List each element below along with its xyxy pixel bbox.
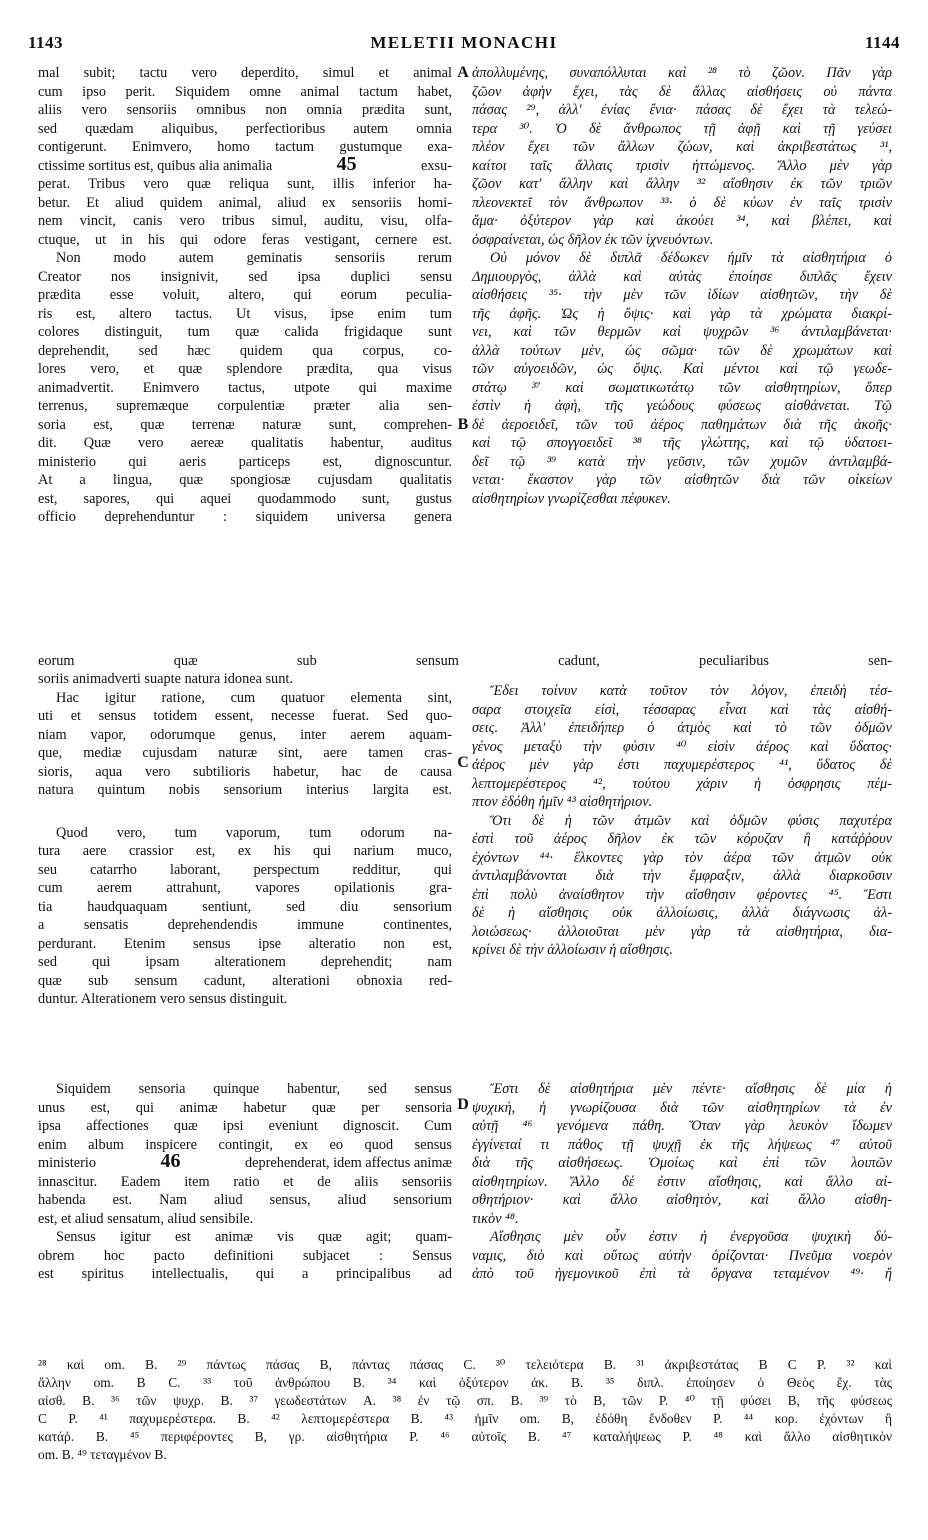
greek-line: ναμις, διὸ καὶ οὕτως αὐτὴν ὁρίζονται· Πνεῦμα νοερὸν	[472, 1247, 892, 1264]
greek-line: ἐχόντων ⁴⁴· ἕλκοντες γὰρ τὸν ἀέρα τῶν ἀτμῶν οὐκ	[472, 849, 892, 866]
latin-line: sed qui ipsam alterationem deprehendit; nam	[38, 954, 452, 970]
latin-line: est, et aliud sensatum, aliud sensibile.	[38, 1210, 254, 1227]
greek-line: καίτοι ταῖς ἄλλαις τρισὶν ἡττώμενος. Ἄλλο μὲν γὰρ	[472, 157, 892, 174]
latin-line: est, sapores, qui aquei quodammodo sunt, gustus	[38, 490, 452, 507]
page-number-right: 1144	[864, 33, 900, 52]
footnote-line: ²⁸ καὶ om. B. ²⁹ πάντως πάσας B, πάντας πάσας C. ³⁰ τελειότερα B. ³¹ ἀκριβεστάτας B C P. ³² καὶ	[38, 1357, 892, 1372]
greek-line: ἐγγίνεταί τι πάθος τῇ ψυχῇ ἐκ τῆς λήψεως ⁴⁷ αὐτοῦ	[472, 1136, 892, 1153]
greek-line: Ὅτι δὲ ἡ τῶν ἀτμῶν καὶ ὀδμῶν φύσις παχυτέρα	[490, 812, 892, 829]
latin-line: ris est, altero tactus. Ut visus, ipse enim tum	[38, 305, 452, 322]
latin-line: a sensatis deprehendendis immune continentes,	[38, 917, 452, 933]
latin-line: natura quintum nobis sensorium interius largita est.	[38, 782, 452, 798]
latin-line: sed quædam aliquibus, perfectioribus autem omnia	[38, 120, 452, 137]
greek-line: ὀσφραίνεται, ὡς δῆλον ἐκ τῶν ἰχνευόντων.	[472, 231, 714, 248]
latin-line: ctuque, ut in his qui odore feras vestigant, cernere est.	[38, 231, 452, 248]
greek-line: Αἴσθησις μὲν οὖν ἐστιν ἡ ἐνεργοῦσα ψυχικὴ δύ-	[490, 1229, 892, 1245]
footnotes	[38, 1356, 892, 1464]
latin-column-top	[38, 64, 452, 527]
latin-column-middle	[38, 670, 452, 1009]
greek-column-bottom	[472, 1080, 892, 1284]
greek-line: καὶ τῷ σπογγοειδεῖ ³⁸ τῆς γλώττης, καὶ τῷ ὑδατοει-	[472, 435, 892, 451]
latin-line: que, mediæ cujusdam naturæ sint, aere tamen cras-	[38, 745, 452, 761]
latin-line: cum aerem attrahunt, vapores opilationis gra-	[38, 880, 452, 896]
greek-line: Ἔστι δὲ αἰσθητήρια μὲν πέντε· αἴσθησις δὲ μία ἡ	[490, 1081, 892, 1097]
greek-line: πλεονεκτεῖ τὸν ἄνθρωπον ³³· ὁ δὲ κύων ἐν ταῖς τρισὶν	[472, 194, 892, 211]
latin-line: nem vincit, canis vero tribus simul, auditu, visu, olfa-	[38, 213, 452, 229]
greek-line: στάτῳ ³⁷ καὶ σωματικωτάτῳ τῶν αἰσθητηρίων, ὅπερ	[472, 379, 892, 396]
greek-line: σεις. Ἀλλ' ἐπειδήπερ ὁ ἀτμὸς καὶ τὸ τῶν ὀδμῶν	[472, 720, 892, 736]
greek-line: γένος μεταξὺ τὴν φύσιν ⁴⁰ εἰσὶν ἀέρος καὶ ὕδατος·	[472, 738, 892, 755]
greek-line: ζῶον κατ' ἄλλην καὶ ἄλλην ³² αἴσθησιν ἐκ τῶν τριῶν	[472, 176, 892, 192]
greek-line: ἐπὶ πολὺ ἀναίσθητον τὴν αἴσθησιν φέροντες ⁴⁵. Ἔστι	[472, 886, 892, 903]
latin-line: officio deprehenduntur : siquidem universa genera	[38, 509, 452, 525]
latin-line: At a lingua, quæ spongiosæ cujusdam qualitatis	[38, 472, 452, 488]
greek-line: πλέον ἔχει τῶν ἄλλων ζώων, καὶ ἀκριβεστάτως ³¹,	[472, 139, 892, 155]
latin-line: unus est, qui animæ habetur quæ per sensoria	[38, 1099, 452, 1116]
greek-line: ἐστὶ τοῦ ἀέρος δῆλον ἐκ τῶν κόρυζαν ἢ κατάῤῥουν	[472, 831, 892, 847]
greek-line: αὐτῇ ⁴⁶ γενόμενα πάθη. Ὅταν γὰρ λευκὸν ἴδωμεν	[472, 1118, 892, 1134]
greek-line: ἀλλὰ τούτων μὲν, ὡς σῶμα· τῶν δὲ χρωμάτων καὶ	[472, 342, 892, 359]
latin-line: prædita esse voluit, altero, qui eorum peculia-	[38, 287, 452, 303]
latin-line: mal subit; tactu vero deperdito, simul et animal	[38, 65, 452, 81]
greek-line: κρίνει δὲ τὴν ἀλλοίωσιν ἡ αἴσθησις.	[472, 942, 673, 958]
greek-line: Οὐ μόνον δὲ διπλᾶ δέδωκεν ἡμῖν τὰ αἰσθητήρια ὁ	[490, 250, 892, 266]
latin-line: quæ sub sensum cadunt, alterationi obnoxia red-	[38, 972, 452, 989]
latin-line: uti et sensus totidem essent, necesse fuerat. Sed quo-	[38, 708, 452, 724]
latin-line: contigerunt. Enimvero, homo tactum gustumque exa-	[38, 139, 452, 155]
greek-line: τῆς ἀφῆς. Ὡς ἡ ὄψις· καὶ γὰρ τὰ χρώματα διακρί-	[472, 305, 892, 322]
latin-line: Hac igitur ratione, cum quatuor elementa sint,	[56, 689, 452, 706]
greek-line: ἀέρος μὲν γὰρ ἐστι παχυμερέστερος ⁴¹, ὕδατος δὲ	[472, 757, 892, 773]
greek-line: λοιώσεως· ἀλλοιοῦται μὲν γὰρ τὰ αἰσθητήρια, δια-	[472, 923, 892, 940]
latin-line: enim album inspicere contingit, ex eo quod sensus	[38, 1136, 452, 1153]
latin-line: animadvertit. Enimvero tactus, utpote qui maxime	[38, 379, 452, 396]
latin-line: obrem hoc pacto definitioni subjacet : Sensus	[38, 1247, 452, 1264]
greek-line: ἀπὸ τοῦ ἡγεμονικοῦ ἐπὶ τὰ ὄργανα τεταμένον ⁴⁹· ἤ	[472, 1266, 892, 1282]
latin-line: Quod vero, tum vaporum, tum odorum na-	[56, 824, 452, 841]
latin-line-with-marker	[38, 1150, 452, 1173]
greek-line: λεπτομερέστερος ⁴², τούτου χάριν ἡ ὀσφρησις πέμ-	[472, 775, 892, 792]
greek-line: σαρα στοιχεῖα εἰσὶ, τέσσαρας εἶναι καὶ τὰς αἰσθή-	[472, 701, 892, 718]
greek-line: αἰσθητηρίων γνωρίζεσθαι πέφυκεν.	[472, 490, 671, 507]
latin-line: perdurant. Etenim sensus ipse alteratio non est,	[38, 935, 452, 952]
greek-line: ἐστὶν ἡ ἀφὴ, τῆς γεώδους φύσεως αἰσθάνεται. Τῷ	[472, 398, 892, 414]
latin-line: dit. Quæ vero aereæ qualitatis habentur, auditus	[38, 435, 452, 451]
greek-line: ψυχικὴ, ἡ γνωρίζουσα διὰ τῶν αἰσθητηρίων τὰ ἐν	[472, 1099, 892, 1116]
greek-line: αἰσθήσεις ³⁵· τὴν μὲν τῶν ἰδίων αἰσθητῶν, τὴν δὲ	[472, 287, 892, 303]
latin-line: soria est, quæ terrenæ naturæ sunt, comprehen-	[38, 416, 452, 433]
column-marker-45: 45	[336, 152, 357, 175]
latin-line: soriis animadverti suapte natura idonea sunt.	[38, 671, 293, 687]
latin-line: duntur. Alterationem vero sensus distinguit.	[38, 991, 288, 1007]
latin-line: aliis vero sensoriis omnibus non omnia prædita sunt,	[38, 102, 452, 118]
latin-line: est spiritus intellectualis, qui a principalibus ad	[38, 1266, 452, 1282]
greek-line: ζῶον ἀφὴν ἔχει, τὰς δὲ ἄλλας αἰσθήσεις οὐ πάντα	[472, 83, 892, 100]
greek-column-top	[472, 64, 892, 508]
latin-line-text: ministerio	[38, 1155, 96, 1171]
latin-line: innascitur. Eadem item ratio et de aliis sensoriis	[38, 1173, 452, 1190]
margin-letter-c: C	[457, 754, 469, 771]
greek-line: τῶν αὐγοειδῶν, ὡς ὄψις. Καὶ μέντοι καὶ τῷ γεωδε-	[472, 361, 892, 377]
page-title: MELETII MONACHI	[370, 33, 558, 52]
margin-letter-b: B	[457, 416, 469, 433]
latin-line: deprehendit, sed hæc quidem qua corpus, co-	[38, 342, 452, 359]
latin-line: perat. Tribus vero quæ reliqua sunt, illis inferior ha-	[38, 176, 452, 192]
latin-line: betur. Et aliud quidem animal, aliud ex sensoriis homi-	[38, 194, 452, 211]
greek-line: νει, καὶ τῶν θερμῶν καὶ ψυχρῶν ³⁶ ἀντιλαμβάνεται·	[472, 324, 892, 340]
footnote-line: C P. ⁴¹ παχυμερέστερα. B. ⁴² λεπτομερέστερα B. ⁴³ ἡμῖν om. B, ἐδόθη ἔνδοθεν P. ⁴⁴ κορ. ἐχόντων ἢ	[38, 1411, 892, 1426]
latin-line: ipsa affectiones quæ ipsi eveniunt dignoscit. Cum	[38, 1118, 452, 1134]
greek-line: δεῖ τῷ ³⁹ κατὰ τὴν γεῦσιν, τῶν χυμῶν ἀντιλαμβά-	[472, 453, 892, 470]
latin-line: Non modo autem geminatis sensoriis rerum	[56, 250, 452, 266]
latin-line: habenda est. Nam aliud sensus, aliud sensorium	[38, 1192, 452, 1208]
latin-line: colores distinguit, tum quæ calida frigidaque sunt	[38, 324, 452, 340]
greek-line: δὲ ἡ αἴσθησις οὐκ ἀλλοίωσις, ἀλλὰ διάγνωσις ἀλ-	[472, 905, 892, 921]
greek-line: νεται· ἕκαστον γὰρ τῶν αἰσθητῶν διὰ τῶν οἰκείων	[472, 472, 892, 488]
greek-line: δὲ ἀεροειδεῖ, τῶν τοῦ ἀέρος παθημάτων διὰ τῆς ἀκοῆς·	[472, 416, 892, 433]
latin-line: terrenus, supremæque corpulentiæ præter alia sen-	[38, 398, 452, 414]
latin-line: lores vero, et quæ splendore prædita, qua visus	[38, 361, 452, 377]
latin-line: tia haudquaquam sentiunt, sed diu sensorium	[38, 898, 452, 915]
greek-line: ἀπολλυμένης, συναπόλλυται καὶ ²⁸ τὸ ζῶον. Πᾶν γὰρ	[472, 65, 892, 81]
margin-letter-d: D	[457, 1096, 469, 1113]
greek-line: πτον ἐδόθη ἡμῖν ⁴³ αἰσθητήριον.	[472, 794, 653, 810]
wide-text-line: eorum quæ sub sensum cadunt, peculiaribus sen-	[38, 653, 892, 669]
latin-line: cum ipso perit. Siquidem omne animal tactum habet,	[38, 83, 452, 100]
margin-letter-a: A	[457, 64, 469, 81]
latin-line: ministerio qui aeris particeps est, dignoscuntur.	[38, 453, 452, 470]
latin-line: sioris, aqua vero subtilioris habetur, hac de causa	[38, 763, 452, 780]
greek-line: τικὸν ⁴⁸.	[472, 1210, 519, 1227]
greek-line: ἀντιλαμβάνονται διὰ τὴν ἔμφραξιν, ἀλλὰ διαρκοῦσιν	[472, 868, 892, 884]
latin-line-text: exsu-	[421, 157, 452, 174]
footnote-line: om. B. ⁴⁹ τεταγμένον B.	[38, 1447, 167, 1462]
latin-line: tura aere crassior est, ex his qui narium muco,	[38, 843, 452, 859]
latin-line: seu catarrho laborant, perspectum redditur, qui	[38, 861, 452, 878]
column-marker-46: 46	[160, 1150, 181, 1172]
latin-line: niam vapor, odorumque genus, inter aerem aquam-	[38, 726, 452, 743]
running-header	[28, 33, 900, 55]
latin-column-bottom	[38, 1080, 452, 1284]
greek-line: Δημιουργὸς, ἀλλὰ καὶ αὐτὰς ἐποίησε διπλᾶς ἔχειν	[472, 268, 892, 285]
greek-line: Ἔδει τοίνυν κατὰ τοῦτον τὸν λόγον, ἐπειδὴ τέσ-	[490, 683, 892, 699]
latin-line: Creator nos insignivit, sed ipsa duplici sensu	[38, 268, 452, 285]
latin-line-with-marker	[38, 152, 452, 176]
greek-column-middle	[472, 682, 892, 960]
latin-line-text: ctissime sortitus est, quibus alia animalia	[38, 157, 273, 174]
greek-line: τερα ³⁰. Ὁ δὲ ἄνθρωπος τῇ ἀφῇ καὶ τῇ γεύσει	[472, 120, 892, 137]
greek-line: διὰ τῆς αἰσθήσεως. Ὁμοίως καὶ ἐπὶ τῶν λοιπῶν	[472, 1155, 892, 1171]
page-number-left: 1143	[28, 33, 64, 52]
greek-line: αἰσθητηρίων. Ἄλλο δέ ἐστιν αἴσθησις, καὶ ἄλλο αἰ-	[472, 1173, 892, 1190]
full-width-line	[38, 652, 892, 671]
footnote-line: κατάῤ. B. ⁴⁵ περιφέροντες B, γρ. αἰσθητήρια P. ⁴⁶ αὐτοῖς B. ⁴⁷ καταλήψεως P. ⁴⁸ καὶ ἄλλο αἰσθητικὸν	[38, 1429, 892, 1444]
latin-line: Sensus igitur est animæ vis quæ agit; quam-	[56, 1229, 452, 1245]
greek-line: πάσας ²⁹, ἀλλ' ἐνίας ἔνια· πάσας δὲ ἔχει τὰ τελεώ-	[472, 102, 892, 118]
latin-line-text: deprehenderat, idem affectus animæ	[245, 1155, 452, 1171]
footnote-line: αἰσθ. B. ³⁶ τῶν ψυχρ. B. ³⁷ γεωδεστάτων A. ³⁸ ἐν τῷ σπ. B. ³⁹ τὸ B, τῶν P. ⁴⁰ τῇ φύσει B, τῆς φύσεως	[38, 1393, 892, 1408]
greek-line: ἅμα· ὀξύτερον γὰρ καὶ ἀκούει ³⁴, καὶ βλέπει, καὶ	[472, 213, 892, 229]
greek-line: σθητήριον· καὶ ἄλλο αἰσθητὸν, καὶ ἄλλο αἰσθη-	[472, 1192, 892, 1208]
latin-line: Siquidem sensoria quinque habentur, sed sensus	[56, 1081, 452, 1097]
footnote-line: ἄλλην om. B C. ³³ τοῦ ἀνθρώπου B. ³⁴ καὶ ὀξύτερον ἀκ. B. ³⁵ διπλ. ἐποίησεν ὁ Θεὸς ἔχ. τὰς	[38, 1375, 892, 1390]
